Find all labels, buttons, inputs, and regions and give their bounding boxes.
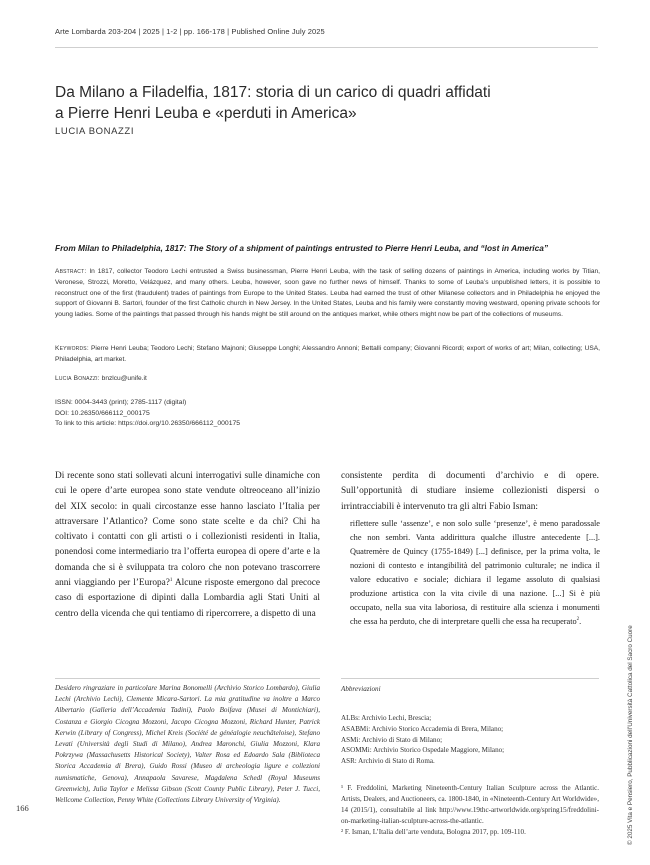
- english-title: From Milan to Philadelphia, 1817: The Story of a shipment of paintings entrusted to Pierre Henri Leuba, and “lost in America”: [55, 243, 548, 253]
- contact-label: Lucia Bonazzi:: [55, 375, 100, 382]
- article-metadata: [55, 398, 240, 430]
- copyright-side-note: © 2025 Vita e Pensiero, Pubblicazioni dell’Università Cattolica del Sacro Cuore: [627, 625, 634, 845]
- acknowledgements: Desidero ringraziare in particolare Marina Bonomelli (Archivio Storico Lombardo), Giulia Lechi (Archivio Lechi), Clemente Micara-Sartori. La mia gratitudine va inoltre a Marco Albertario (Galleria dell’Accademia Tadini), Paolo Boifava (Musei di Montichiari), Costanza e Giorgio Cicogna Mozzoni, Jacopo Cicogna Mozzoni, Richard Hunter, Patrick Kerwin (Library of Congress), Michel Kreis (Société de généalogie neuchâteloise), Stefano Levati (Università degli Studi di Milano), Andrea Maronchi, Giulia Mozzoni, Klara Pokrzywa (Massachusetts Historical Society), Valter Rosa ed Edoardo Sala (Biblioteca Storica Accademia di Brera), Guido Rossi (Museo di archeologia ligure e collezioni numismatiche, Genova), Annapaola Savarese, Magdalena Schedl (Royal Museums Greenwich), Julia Taylor e Melissa Gibson (Scott County Public Library), Peter J. Tucci, Wellcome Collection, Penny White (Collections Library University of Virginia).: [55, 684, 320, 805]
- author-contact: [55, 375, 147, 382]
- abstract-label: Abstract:: [55, 268, 87, 275]
- abbreviations-list: [341, 713, 599, 767]
- article-link[interactable]: To link to this article: https://doi.org/10.26350/666112_000175: [55, 420, 241, 427]
- keywords: [55, 344, 600, 366]
- block-quote: [350, 517, 600, 629]
- page-number: 166: [16, 803, 29, 813]
- abbreviation-item: ASR: Archivio di Stato di Roma.: [341, 757, 435, 766]
- abstract: [55, 267, 600, 321]
- title-line-2: a Pierre Henri Leuba e «perduti in America»: [55, 105, 357, 122]
- abbreviation-item: ALBs: Archivio Lechi, Brescia;: [341, 714, 432, 722]
- article-title: [55, 82, 600, 124]
- body-paragraph: Di recente sono stati sollevati alcuni interrogativi sulle dinamiche con cui le opere d’arte europea sono state vendute oltreoceano all’inizio del XIX secolo: in quali circostanze esse hanno lasciato l’Italia per attraversare l’Atlantico? Come sono state scelte e da chi? Chi ha coltivato i contatti con gli artisti o i collezionisti residenti in Italia, ponendosi come intermediario tra l’offerta europea di opere d’arte e la domanda che si è sviluppata tra coloro che non potevano trascorrere anni viaggiando per l’Europa?: [55, 471, 320, 589]
- footnote-ref-1[interactable]: 1: [169, 577, 173, 583]
- body-column-right: consistente perdita di documenti d’archivio e di opere. Sull’opportunità di studiare insieme collezionisti dispersi o irrintracciabili è intervenuto tra gli altri Fabio Isman:: [341, 471, 599, 512]
- contact-email[interactable]: bnzlcu@unife.it: [101, 375, 147, 382]
- header-divider: [55, 47, 598, 48]
- abbreviation-item: ASMi: Archivio di Stato di Milano;: [341, 735, 443, 744]
- body-column-left: [55, 469, 320, 622]
- quote-end: .: [579, 617, 582, 626]
- notes-divider-left: [55, 678, 320, 679]
- issn: ISSN: 0004-3443 (print); 2785-1117 (digital): [55, 399, 187, 406]
- abstract-text: In 1817, collector Teodoro Lechi entrusted a Swiss businessman, Pierre Henri Leuba, with the task of selling dozens of paintings in America, including works by Titian, Veronese, Strozzi, Moretto, Velázquez, and many others. Leuba, however, soon gave no further news of himself. Thanks to some of Leuba’s unpublished letters, it is possible to reconstruct one of the first (fraudulent) trades of paintings from Europe to the United States. Leuba had earned the trust of other Milanese collectors and in Philadelphia he enjoyed the support of Giovanni B. Sartori, founder of the first Catholic church in New Jersey. In the United States, Leuba and his family were constantly moving westward, opening private schools for young ladies. Some of the paintings that passed through his hands might be still around on the antiques market, while others might now be part of the collections of museums.: [55, 268, 600, 319]
- journal-header: Arte Lombarda 203-204 | 2025 | 1-2 | pp. 166-178 | Published Online July 2025: [55, 27, 325, 36]
- keywords-text: Pierre Henri Leuba; Teodoro Lechi; Stefano Majnoni; Giuseppe Longhi; Alessandro Annoni; Bettalli company; Giovanni Ricordi; export of works of art; Milan, collecting; USA, Philadelphia, art market.: [55, 345, 600, 363]
- author-name: LUCIA BONAZZI: [55, 126, 135, 137]
- notes-divider-right: [341, 678, 599, 679]
- quote-text: riflettere sulle ‘assenze’, e non solo sulle ‘presenze’, è meno paradossale che non sembri. Vanta addirittura qualche illustre antecedente [...]. Quatremère de Quincy (1755-1849) [...] definisce, per la prima volta, le nozioni di contesto e intangibilità del patrimonio culturale; ne indica il valore educativo e sociale; dichiara il legame assoluto di qualsiasi produzione artistica con la vita civile di una nazione. [...] Si è più occupato, nella sua vita laboriosa, di restituire alla scienza i monumenti che essa ha perduto, che di interpretare quelli che essa ha recuperato: [350, 519, 600, 626]
- doi: DOI: 10.26350/666112_000175: [55, 409, 150, 417]
- abbreviations-title: Abbreviazioni: [341, 685, 381, 693]
- abbreviation-item: ASOMMi: Archivio Storico Ospedale Maggiore, Milano;: [341, 746, 505, 755]
- keywords-label: Keywords:: [55, 345, 89, 352]
- body-paragraph-cont: Alcune risposte emergono dal precoce caso di esportazione di dipinti dalla Lombardia agli Stati Uniti al centro della vicenda che qui tentiamo di ripercorrere, a dispetto di una: [55, 578, 321, 619]
- footnote-ref-2[interactable]: 2: [576, 617, 580, 623]
- footnote-2: ² F. Isman, L’Italia dell’arte venduta, Bologna 2017, pp. 109-110.: [341, 828, 526, 836]
- abbreviation-item: ASABMi: Archivio Storico Accademia di Brera, Milano;: [341, 724, 504, 733]
- footnotes: [341, 783, 599, 838]
- footnote-1: ¹ F. Freddolini, Marketing Nineteenth-Century Italian Sculpture across the Atlantic. Artists, Dealers, and Auctioneers, ca. 1800-1840, in «Nineteenth-Century Art Worldwide», 14 (2015/1), consultabile al link http://www.19thc-artworldwide.org/spring15/freddolini-on-marketing-italian-sculpture-across-the-atlantic.: [341, 784, 599, 825]
- title-line-1: Da Milano a Filadelfia, 1817: storia di un carico di quadri affidati: [55, 84, 491, 101]
